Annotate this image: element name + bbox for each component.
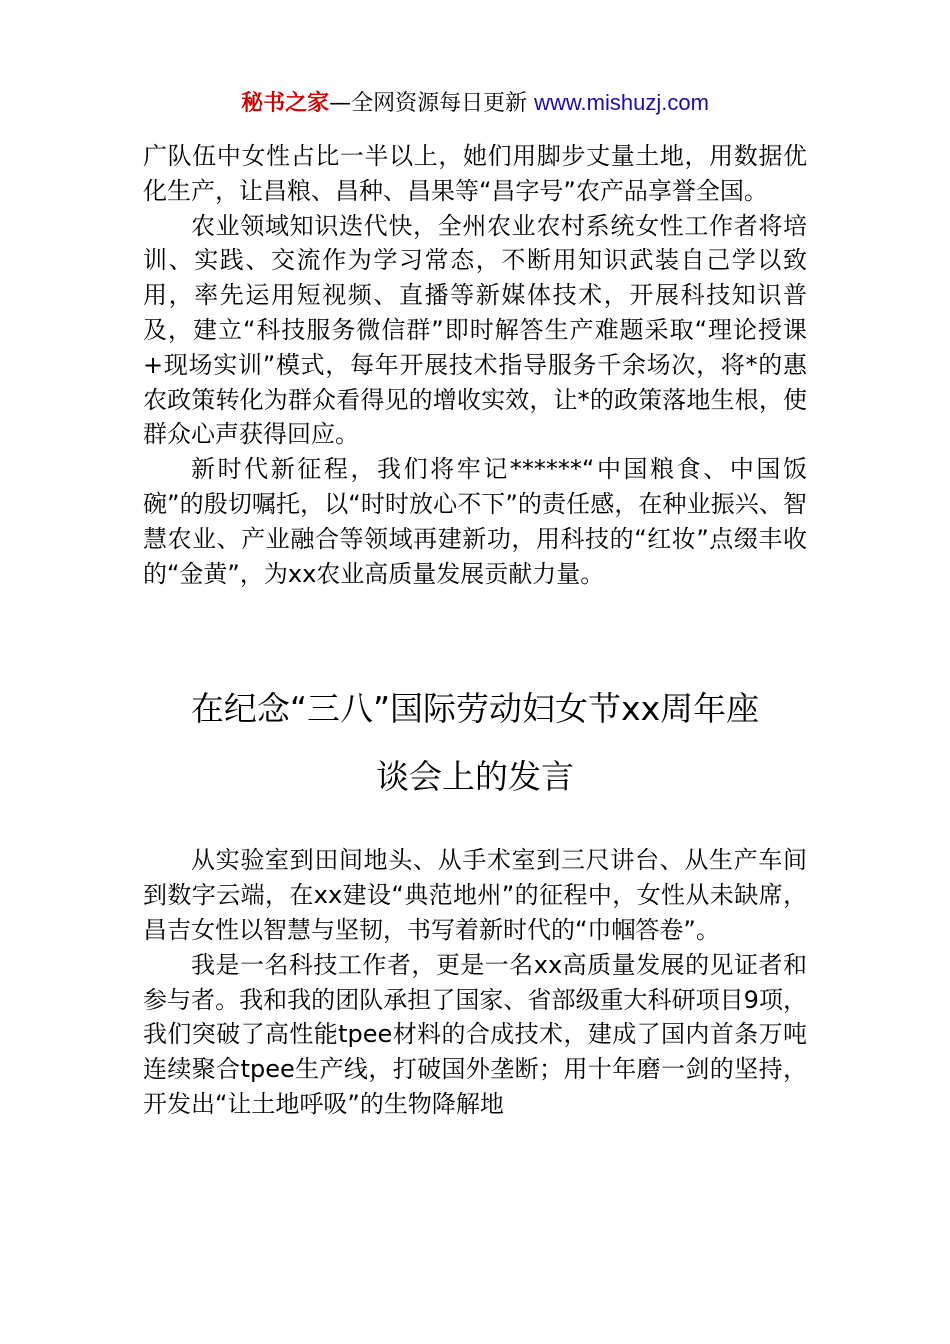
document-body <box>143 139 807 1122</box>
site-header <box>0 88 950 119</box>
speech-title-line-1: 在纪念“三八”国际劳动妇女节xx周年座 <box>190 689 760 729</box>
paragraph-intro: 从实验室到田间地头、从手术室到三尺讲台、从生产车间到数字云端，在xx建设“典范地州”的征程中，女性从未缺席，昌吉女性以智慧与坚韧，书写着新时代的“巾帼答卷”。 <box>143 846 807 944</box>
site-tagline: —全网资源每日更新 <box>329 91 528 116</box>
site-brand: 秘书之家 <box>241 91 330 116</box>
paragraph-continued: 广队伍中女性占比一半以上，她们用脚步丈量土地，用数据优化生产，让昌粮、昌种、昌果等“昌字号”农产品享誉全国。 <box>143 142 807 205</box>
speech-title-line-2: 谈会上的发言 <box>376 757 574 797</box>
paragraph-knowledge: 农业领域知识迭代快，全州农业农村系统女性工作者将培训、实践、交流作为学习常态，不断用知识武装自己学以致用，率先运用短视频、直播等新媒体技术，开展科技知识普及，建立“科技服务微信群”即时解答生产难题采取“理论授课+现场实训”模式，每年开展技术指导服务千余场次，将*的惠农政策转化为群众看得见的增收实效，让*的政策落地生根，使群众心声获得回应。 <box>143 211 807 449</box>
site-url-link[interactable]: www.mishuzj.com <box>534 90 709 115</box>
paragraph-new-era: 新时代新征程，我们将牢记******“中国粮食、中国饭碗”的殷切嘱托，以“时时放心不下”的责任感，在种业振兴、智慧农业、产业融合等领域再建新功，用科技的“红妆”点缀丰收的“金黄”，为xx农业高质量发展贡献力量。 <box>143 455 807 588</box>
speech-title <box>143 675 807 811</box>
paragraph-researcher: 我是一名科技工作者，更是一名xx高质量发展的见证者和参与者。我和我的团队承担了国家、省部级重大科研项目9项，我们突破了高性能tpee材料的合成技术，建成了国内首条万吨连续聚合tpee生产线，打破国外垄断；用十年磨一剑的坚持，开发出“让土地呼吸”的生物降解地 <box>143 950 807 1118</box>
